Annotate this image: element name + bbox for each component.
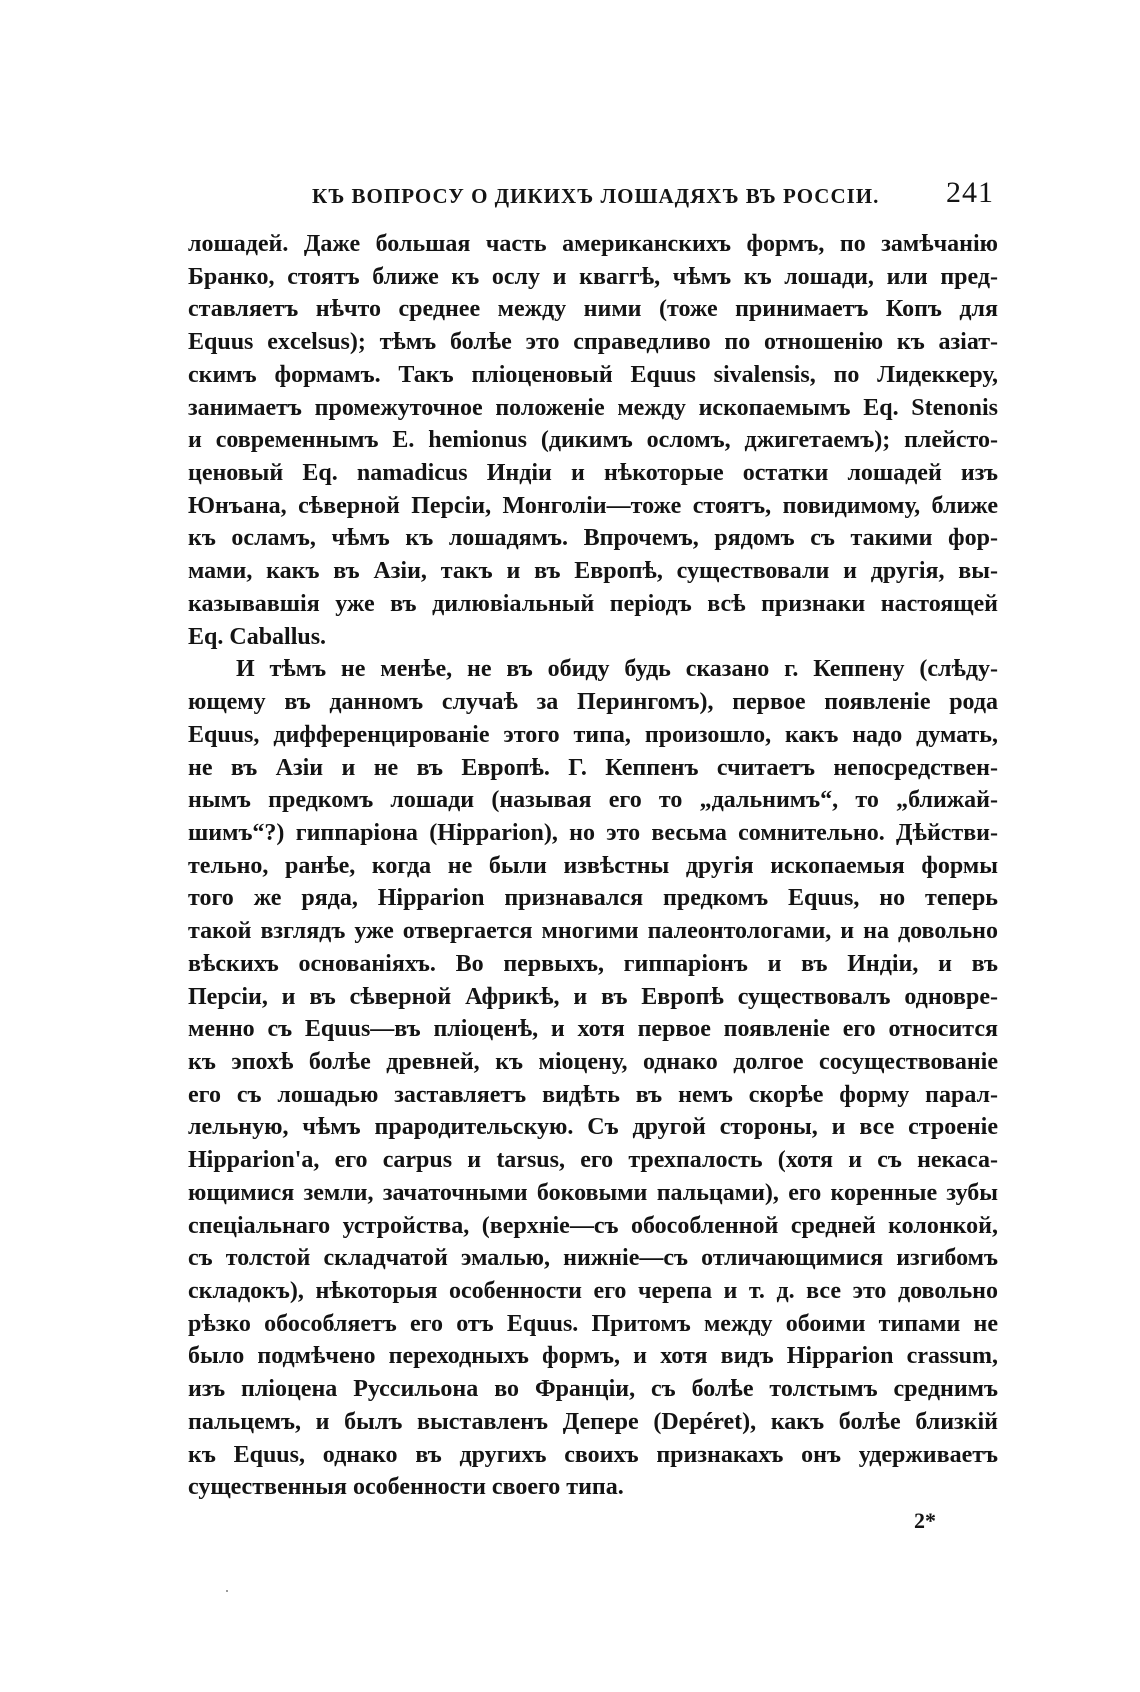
text-line: менно съ Equus—въ пліоценѣ, и хотя первое появленіе его относится (188, 1016, 998, 1043)
text-line: изъ пліоцена Руссильона во Франціи, съ болѣе толстымъ среднимъ (188, 1376, 998, 1403)
text-line: къ осламъ, чѣмъ къ лошадямъ. Впрочемъ, рядомъ съ такими фор- (188, 525, 998, 552)
text-line: Eq. Caballus. (188, 623, 327, 650)
text-line: мами, какъ въ Азіи, такъ и въ Европѣ, существовали и другія, вы- (188, 558, 998, 585)
text-line: ценовый Eq. namadicus Индіи и нѣкоторые остатки лошадей изъ (188, 460, 998, 487)
text-line: Персіи, и въ сѣверной Африкѣ, и въ Европѣ существовалъ одновре- (188, 983, 998, 1010)
text-line: ющимися земли, зачаточными боковыми пальцами), его коренные зубы (188, 1179, 998, 1206)
text-line: нымъ предкомъ лошади (называя его то „дальнимъ“, то „ближай- (188, 787, 998, 814)
text-line: ставляетъ нѣчто среднее между ними (тоже принимаетъ Копъ для (188, 296, 998, 323)
paragraph-1 (188, 228, 998, 653)
running-head (186, 176, 1000, 220)
text-line: того же ряда, Hipparion признавался предкомъ Equus, но теперь (188, 885, 998, 912)
text-line: пальцемъ, и былъ выставленъ Депере (Depéret), какъ болѣе близкій (188, 1408, 998, 1435)
text-line: казывавшія уже въ дилювіальный періодъ всѣ признаки настоящей (188, 590, 998, 617)
text-line: рѣзко обособляетъ его отъ Equus. Притомъ между обоими типами не (188, 1310, 998, 1337)
text-line: было подмѣчено переходныхъ формъ, и хотя видъ Hipparion crassum, (188, 1343, 998, 1370)
text-line: шимъ“?) гиппаріона (Hipparion), но это весьма сомнительно. Дѣйстви- (188, 819, 998, 846)
text-line: Equus, дифференцированіе этого типа, произошло, какъ надо думать, (188, 721, 998, 748)
text-line: тельно, ранѣе, когда не были извѣстны другія ископаемыя формы (188, 852, 998, 879)
text-line: къ эпохѣ болѣе древней, къ міоцену, однако долгое сосуществованіе (188, 1048, 998, 1075)
text-line: Equus excelsus); тѣмъ болѣе это справедливо по отношенію къ азіат- (188, 329, 998, 356)
text-line: спеціальнаго устройства, (верхніе—съ обособленной средней колонкой, (188, 1212, 998, 1239)
text-line: лельную, чѣмъ прародительскую. Съ другой стороны, и все строеніе (188, 1114, 998, 1141)
text-line: ющему въ данномъ случаѣ за Перингомъ), первое появленіе рода (188, 689, 998, 716)
page-number: 241 (946, 176, 994, 209)
text-line: къ Equus, однако въ другихъ своихъ признакахъ онъ удерживаетъ (188, 1441, 998, 1468)
text-line: и современнымъ E. hemionus (дикимъ осломъ, джигетаемъ); плейсто- (188, 427, 998, 454)
paragraph-2 (188, 653, 998, 1504)
text-line: Юнъана, сѣверной Персіи, Монголіи—тоже стоятъ, повидимому, ближе (188, 492, 998, 519)
text-line: не въ Азіи и не въ Европѣ. Г. Кеппенъ считаетъ непосредствен- (188, 754, 998, 781)
running-title: КЪ ВОПРОСУ О ДИКИХЪ ЛОШАДЯХЪ ВЪ РОССІИ. (312, 184, 880, 208)
text-line: его съ лошадью заставляетъ видѣть въ немъ скорѣе форму парал- (188, 1081, 998, 1108)
text-line: съ толстой складчатой эмалью, нижніе—съ отличающимися изгибомъ (188, 1245, 998, 1272)
text-line: такой взглядъ уже отвергается многими палеонтологами, и на довольно (188, 918, 998, 945)
signature-mark: 2* (914, 1508, 936, 1533)
text-line: И тѣмъ не менѣе, не въ обиду будь сказано г. Кеппену (слѣду- (236, 656, 998, 683)
text-line: лошадей. Даже большая часть американскихъ формъ, по замѣчанію (188, 231, 998, 257)
text-line: вѣскихъ основаніяхъ. Во первыхъ, гиппаріонъ и въ Индіи, и въ (188, 950, 998, 977)
text-line: складокъ), нѣкоторыя особенности его черепа и т. д. все это довольно (188, 1278, 998, 1304)
text-line: Hipparion'a, его carpus и tarsus, его трехпалость (хотя и съ некаса- (188, 1147, 998, 1174)
body-text (188, 228, 998, 1504)
text-line: существенныя особенности своего типа. (188, 1474, 624, 1501)
text-line: Бранко, стоятъ ближе къ ослу и кваггѣ, чѣмъ къ лошади, или пред- (188, 263, 998, 290)
text-line: скимъ формамъ. Такъ пліоценовый Equus sivalensis, по Лидеккеру, (188, 361, 998, 388)
text-line: занимаетъ промежуточное положеніе между ископаемымъ Eq. Stenonis (188, 394, 998, 421)
scan-speck (226, 1590, 228, 1592)
